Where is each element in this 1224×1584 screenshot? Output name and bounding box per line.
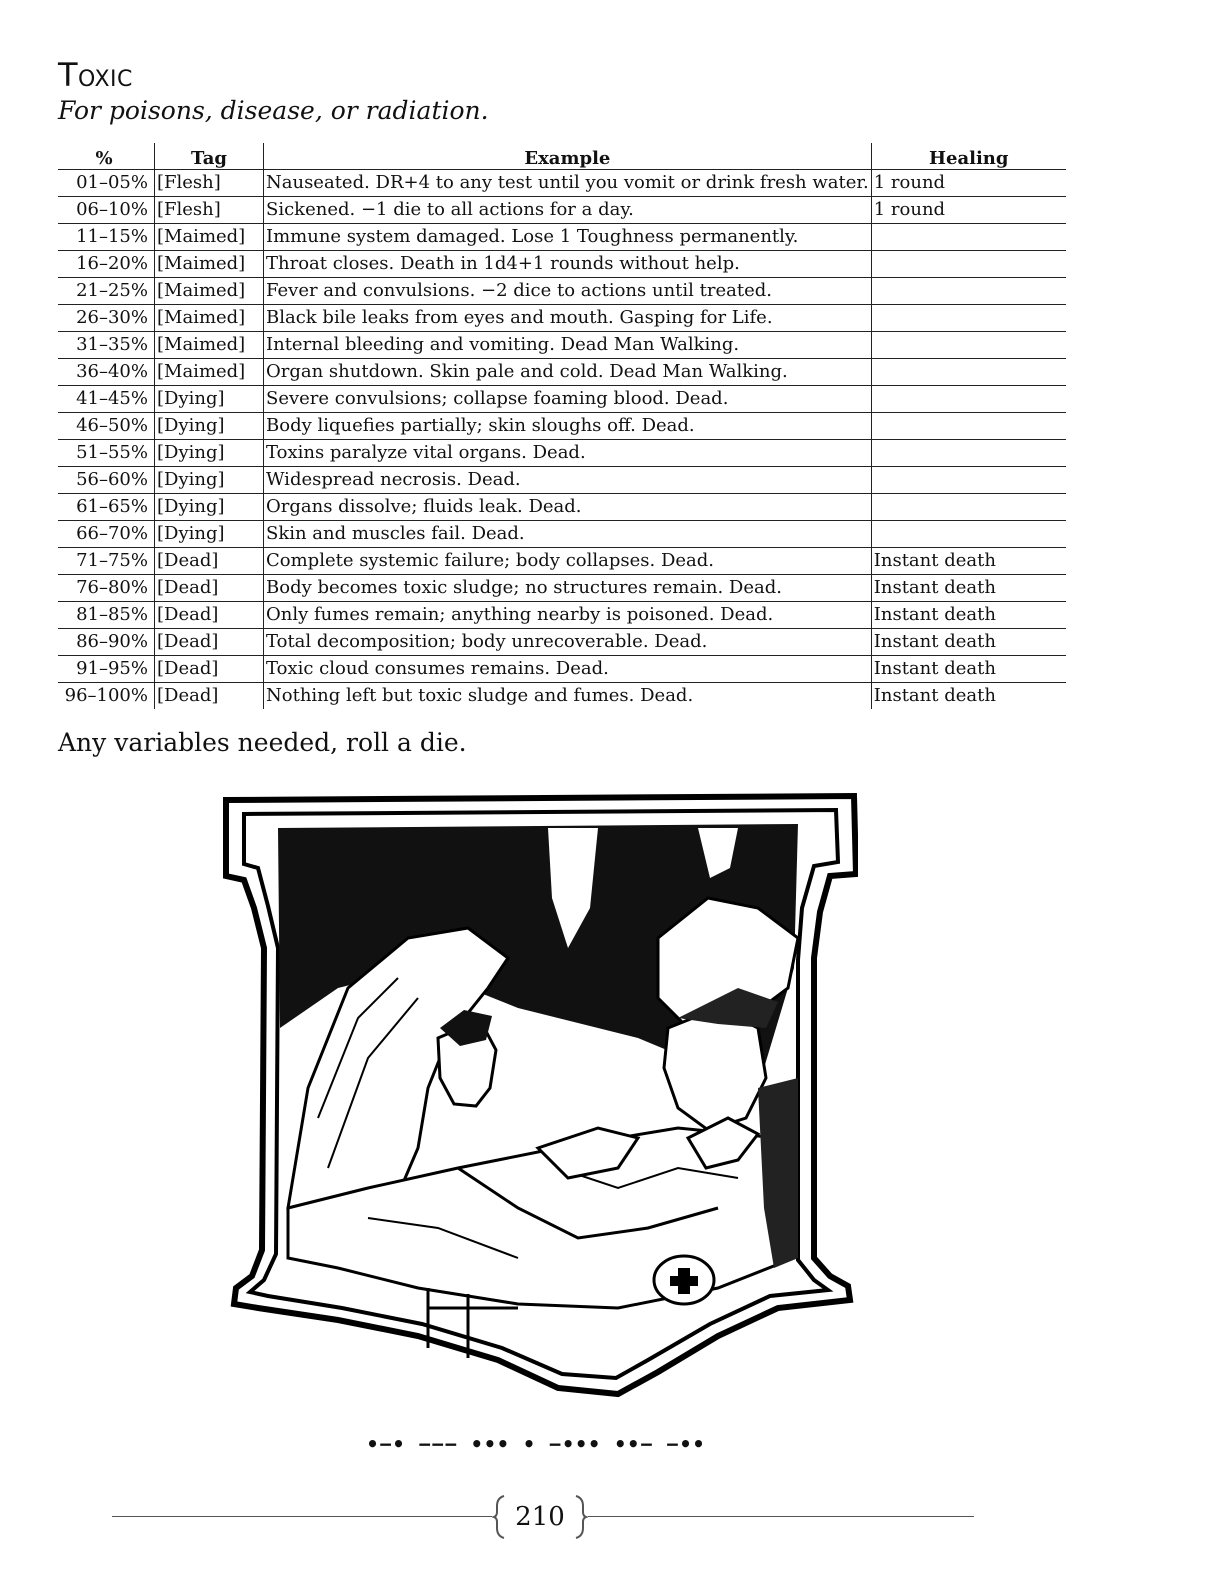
cell-tag: [Dead]: [155, 575, 264, 602]
cell-tag: [Maimed]: [155, 278, 264, 305]
cell-pct: 31–35%: [58, 332, 155, 359]
cell-healing: [871, 251, 1066, 278]
cell-tag: [Dying]: [155, 467, 264, 494]
cell-tag: [Dying]: [155, 386, 264, 413]
cell-example: Body becomes toxic sludge; no structures remain. Dead.: [264, 575, 872, 602]
table-row: [58, 359, 1066, 386]
cell-example: Organs dissolve; fluids leak. Dead.: [264, 494, 872, 521]
cell-example: Widespread necrosis. Dead.: [264, 467, 872, 494]
cell-example: Immune system damaged. Lose 1 Toughness permanently.: [264, 224, 872, 251]
table-row: [58, 440, 1066, 467]
section-subtitle: For poisons, disease, or radiation.: [58, 96, 489, 125]
table-row: [58, 629, 1066, 656]
cell-pct: 41–45%: [58, 386, 155, 413]
cell-healing: Instant death: [871, 602, 1066, 629]
table-row: [58, 656, 1066, 683]
cell-pct: 01–05%: [58, 170, 155, 197]
cell-example: Severe convulsions; collapse foaming blood. Dead.: [264, 386, 872, 413]
cell-healing: [871, 224, 1066, 251]
table-row: [58, 224, 1066, 251]
cell-tag: [Dead]: [155, 602, 264, 629]
table-row: [58, 683, 1066, 710]
cell-healing: 1 round: [871, 197, 1066, 224]
cell-tag: [Maimed]: [155, 224, 264, 251]
table-row: [58, 467, 1066, 494]
cell-tag: [Dead]: [155, 548, 264, 575]
header-tag: Tag: [155, 143, 264, 170]
nurse-and-patient-engraving-icon: [218, 788, 858, 1400]
cell-healing: Instant death: [871, 656, 1066, 683]
cell-example: Internal bleeding and vomiting. Dead Man Walking.: [264, 332, 872, 359]
morse-code: •−• −−− ••• • −••• ••− −••: [366, 1432, 706, 1456]
cell-example: Throat closes. Death in 1d4+1 rounds without help.: [264, 251, 872, 278]
cell-tag: [Flesh]: [155, 170, 264, 197]
cell-example: Sickened. −1 die to all actions for a day.: [264, 197, 872, 224]
cell-pct: 96–100%: [64, 685, 148, 706]
cell-healing: [871, 521, 1066, 548]
cell-example: Nothing left but toxic sludge and fumes. Dead.: [264, 683, 872, 710]
cell-pct: 06–10%: [58, 197, 155, 224]
cell-example: Fever and convulsions. −2 dice to actions until treated.: [264, 278, 872, 305]
cell-pct: 56–60%: [58, 467, 155, 494]
table-row: [58, 197, 1066, 224]
cell-example: Complete systemic failure; body collapses. Dead.: [264, 548, 872, 575]
cell-healing: [871, 440, 1066, 467]
table-row: [58, 305, 1066, 332]
cell-healing: [871, 413, 1066, 440]
cell-healing: Instant death: [871, 683, 1066, 710]
cell-healing: Instant death: [871, 548, 1066, 575]
header-healing: Healing: [871, 143, 1066, 170]
cell-tag: [Dying]: [155, 494, 264, 521]
cell-pct: 51–55%: [58, 440, 155, 467]
cell-tag: [Maimed]: [155, 332, 264, 359]
cell-example: Organ shutdown. Skin pale and cold. Dead Man Walking.: [264, 359, 872, 386]
table-row: [58, 170, 1066, 197]
cell-pct: 36–40%: [58, 359, 155, 386]
cell-pct: 16–20%: [58, 251, 155, 278]
header-example: Example: [264, 143, 872, 170]
roll-note: Any variables needed, roll a die.: [58, 728, 467, 757]
cell-tag: [Maimed]: [155, 359, 264, 386]
cell-tag: [Dying]: [155, 413, 264, 440]
cell-pct: 61–65%: [58, 494, 155, 521]
cell-pct: 86–90%: [58, 629, 155, 656]
table-row: [58, 332, 1066, 359]
right-brace-icon: [574, 1494, 588, 1540]
cell-example: Black bile leaks from eyes and mouth. Gasping for Life.: [264, 305, 872, 332]
cell-example: Toxic cloud consumes remains. Dead.: [264, 656, 872, 683]
cell-healing: [871, 332, 1066, 359]
cell-pct: 11–15%: [58, 224, 155, 251]
table-row: [58, 413, 1066, 440]
cell-pct: 76–80%: [58, 575, 155, 602]
table-row: [58, 521, 1066, 548]
cell-healing: [871, 305, 1066, 332]
cell-healing: [871, 494, 1066, 521]
cell-healing: [871, 278, 1066, 305]
cell-pct: 26–30%: [58, 305, 155, 332]
cell-tag: [Dead]: [155, 629, 264, 656]
cell-example: Only fumes remain; anything nearby is poisoned. Dead.: [264, 602, 872, 629]
cell-tag: [Dead]: [155, 683, 264, 710]
cell-example: Nauseated. DR+4 to any test until you vomit or drink fresh water.: [264, 170, 872, 197]
cell-example: Body liquefies partially; skin sloughs off. Dead.: [264, 413, 872, 440]
table-row: [58, 548, 1066, 575]
cell-healing: Instant death: [871, 575, 1066, 602]
cell-healing: [871, 386, 1066, 413]
toxic-table: [58, 143, 1066, 709]
cell-pct: 71–75%: [58, 548, 155, 575]
section-title: Toxic: [58, 56, 133, 94]
cell-tag: [Dying]: [155, 521, 264, 548]
cell-healing: 1 round: [871, 170, 1066, 197]
cell-healing: Instant death: [871, 629, 1066, 656]
table-row: [58, 575, 1066, 602]
table-row: [58, 278, 1066, 305]
cell-example: Skin and muscles fail. Dead.: [264, 521, 872, 548]
cell-tag: [Dead]: [155, 656, 264, 683]
footer-rule-right: [588, 1516, 974, 1517]
cell-tag: [Dying]: [155, 440, 264, 467]
cell-pct: 21–25%: [58, 278, 155, 305]
page-number: 210: [515, 1502, 565, 1532]
table-body: [58, 170, 1066, 710]
cell-tag: [Flesh]: [155, 197, 264, 224]
footer-rule-left: [112, 1516, 492, 1517]
table-row: [58, 251, 1066, 278]
cell-healing: [871, 359, 1066, 386]
header-pct: %: [58, 143, 155, 170]
table-row: [58, 602, 1066, 629]
cell-example: Toxins paralyze vital organs. Dead.: [264, 440, 872, 467]
cell-pct: 46–50%: [58, 413, 155, 440]
table-header-row: [58, 143, 1066, 170]
cell-pct: 81–85%: [58, 602, 155, 629]
cell-example: Total decomposition; body unrecoverable. Dead.: [264, 629, 872, 656]
cell-tag: [Maimed]: [155, 251, 264, 278]
illustration: [218, 788, 858, 1404]
table-row: [58, 494, 1066, 521]
cell-pct: 91–95%: [58, 656, 155, 683]
table-row: [58, 386, 1066, 413]
cell-tag: [Maimed]: [155, 305, 264, 332]
cell-pct: 66–70%: [58, 521, 155, 548]
cell-healing: [871, 467, 1066, 494]
